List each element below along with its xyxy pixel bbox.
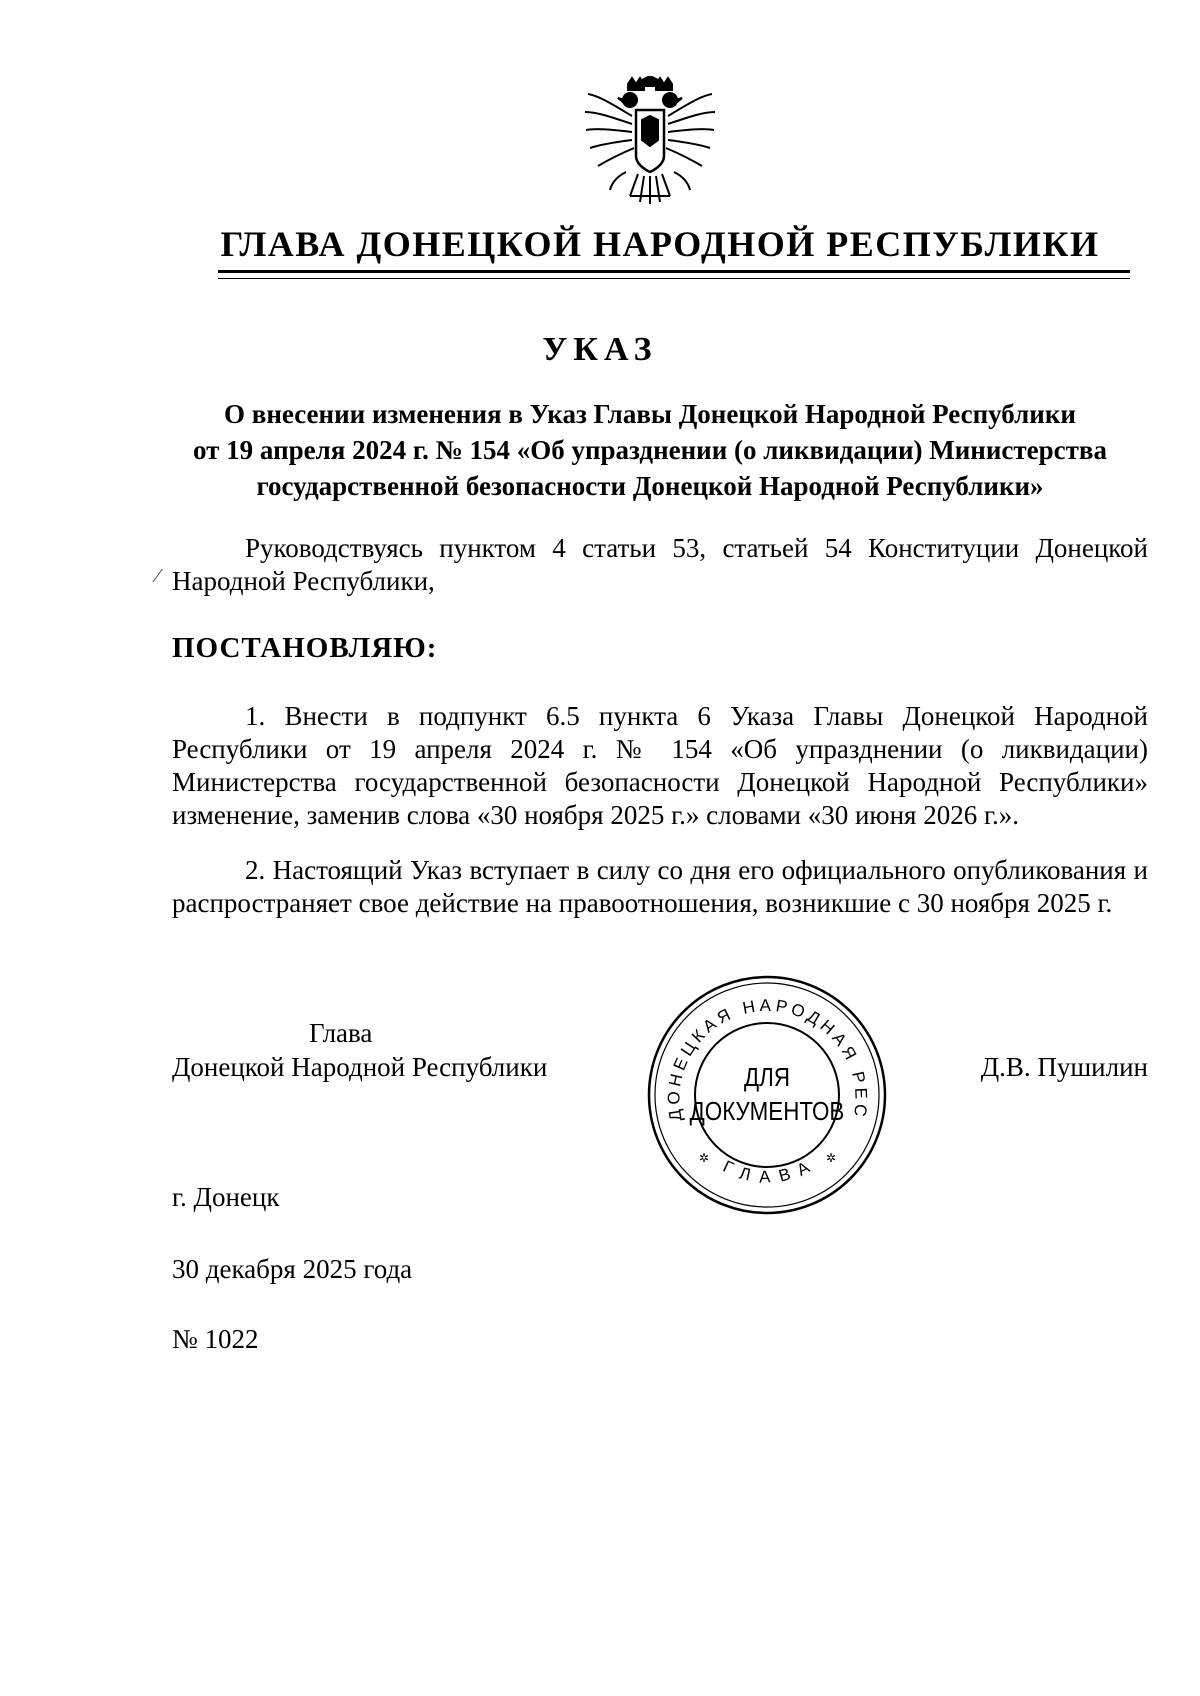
decree-item-2: 2. Настоящий Указ вступает в силу со дня его официального опубликования и распространяет свое действие на правоотношения, возникшие с 30 ноября 2025 г.: [172, 855, 1148, 918]
signatory-name: Д.В. Пушилин: [980, 1052, 1148, 1082]
issue-place: г. Донецк: [172, 1182, 280, 1212]
decree-word: ПОСТАНОВЛЯЮ:: [172, 632, 438, 664]
header-rule-thin: [218, 278, 1130, 279]
state-emblem: [580, 76, 720, 216]
preamble: Руководствуясь пунктом 4 статьи 53, статьей 54 Конституции Донецкой Народной Республики,: [172, 533, 1148, 596]
seal-ring-top-text: ДОНЕЦКАЯ НАРОДНАЯ РЕС: [664, 996, 871, 1123]
header-rule-thick: [218, 270, 1130, 273]
svg-text:ГЛАВА: [720, 1153, 821, 1187]
document-title: [160, 396, 1140, 504]
double-headed-eagle-icon: [580, 76, 720, 216]
seal-center-line1: ДЛЯ: [744, 1062, 790, 1092]
seal-center-line2: ДОКУМЕНТОВ: [689, 1096, 845, 1126]
svg-text:✲: ✲: [826, 1151, 837, 1165]
seal-ring-bottom-text: ГЛАВА: [720, 1152, 822, 1187]
margin-mark-icon: ⁄: [156, 565, 160, 587]
document-type: УКАЗ: [542, 331, 658, 368]
decree-item-1: 1. Внести в подпункт 6.5 пункта 6 Указа Главы Донецкой Народной Республики от 19 апреля 2024 г. № 154 «Об упразднении (о ликвидации) Министерства государственной безопасности Донецкой Народной Республики» изменение, заменив слова «30 ноября 2025 г.» словами «30 июня 2026 г.».: [172, 701, 1148, 830]
document-title-line: от 19 апреля 2024 г. № 154 «Об упразднении (о ликвидации) Министерства: [193, 435, 1107, 465]
issue-date: 30 декабря 2025 года: [172, 1254, 413, 1284]
official-seal: [642, 970, 892, 1220]
issuing-authority: ГЛАВА ДОНЕЦКОЙ НАРОДНОЙ РЕСПУБЛИКИ: [220, 224, 1100, 264]
document-number: № 1022: [172, 1324, 259, 1354]
seal-center-text: [660, 1060, 875, 1128]
signatory-role: [172, 1016, 547, 1084]
document-title-line: государственной безопасности Донецкой Народной Республики»: [256, 471, 1044, 501]
svg-text:✲: ✲: [699, 1151, 710, 1165]
document-title-line: О внесении изменения в Указ Главы Донецкой Народной Республики: [224, 399, 1076, 429]
signatory-role-line1: Глава: [309, 1018, 373, 1048]
signatory-role-line2: Донецкой Народной Республики: [172, 1052, 548, 1082]
